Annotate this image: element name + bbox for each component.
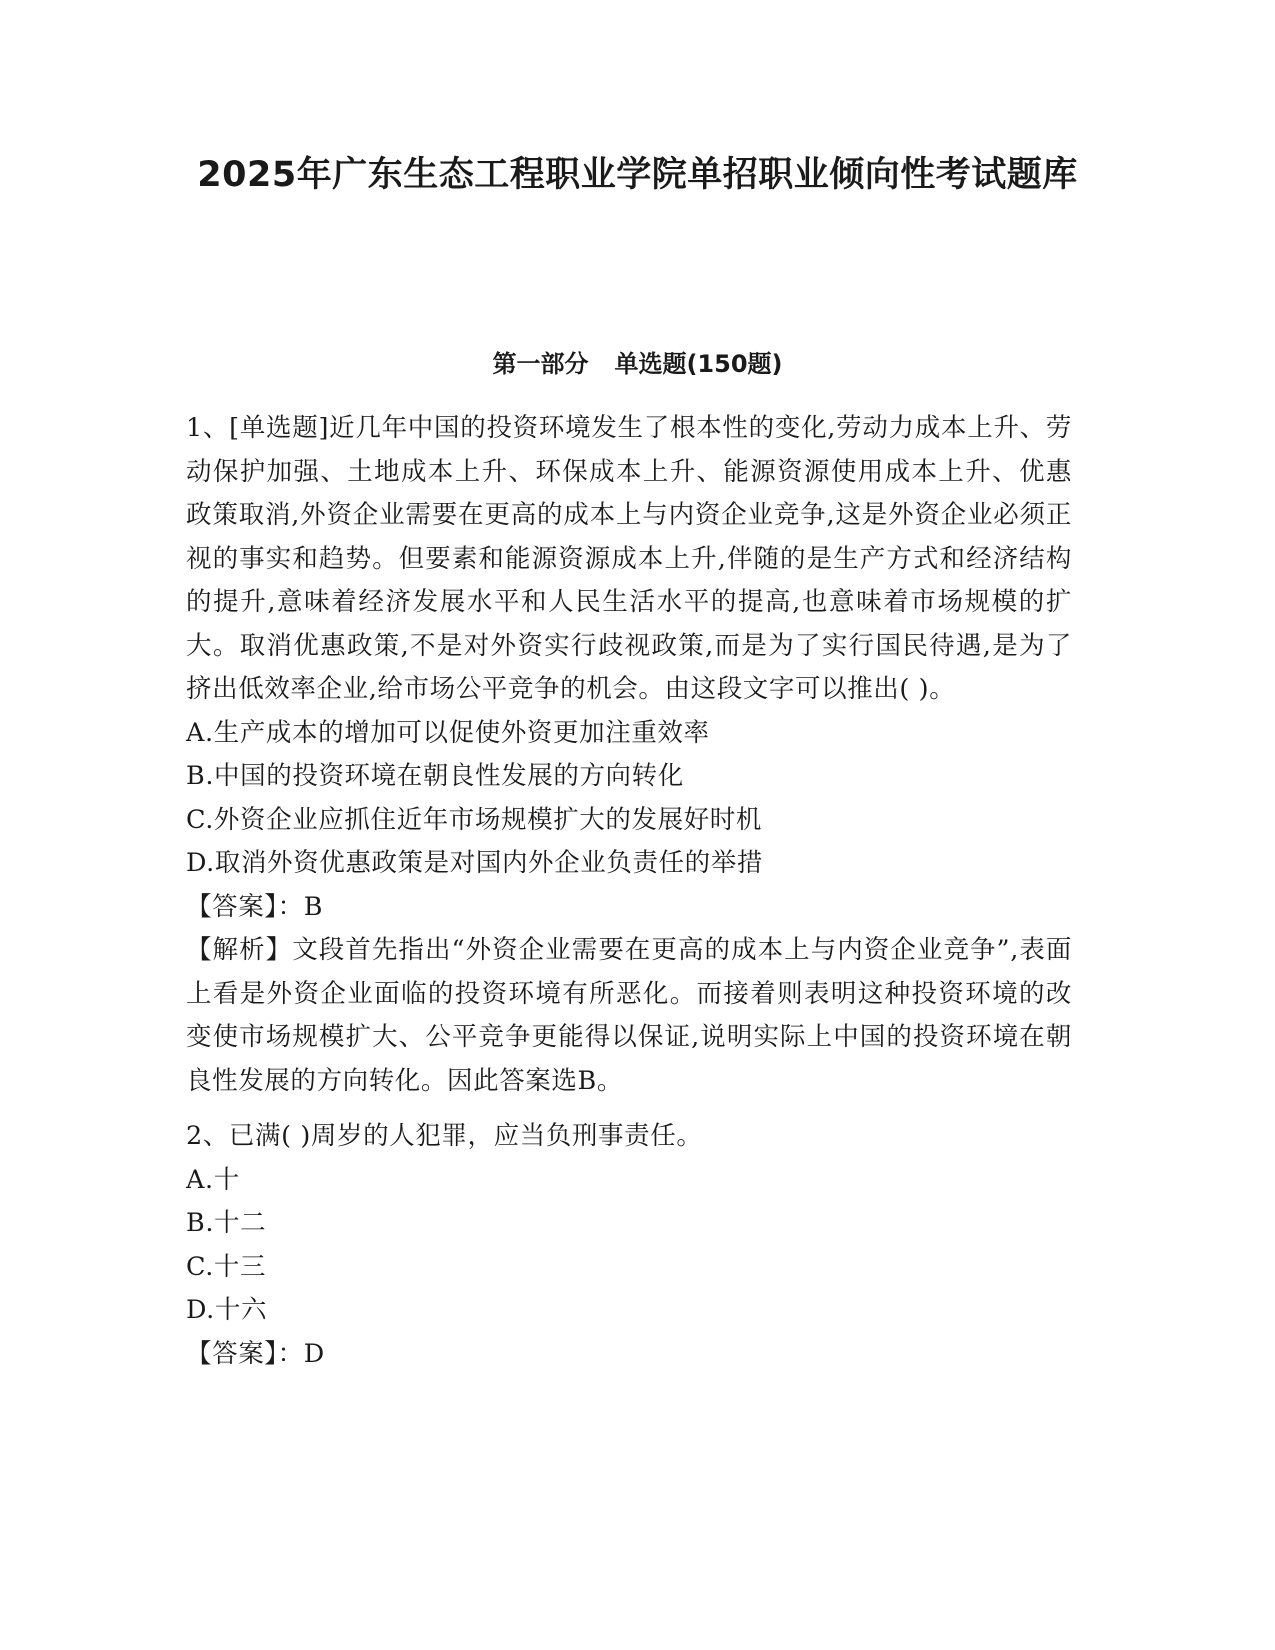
answer-value: D	[303, 1338, 325, 1369]
option-c: C.十三	[186, 1251, 267, 1282]
option-c: C.外资企业应抓住近年市场规模扩大的发展好时机	[186, 804, 763, 835]
question-stem: 2、已满( )周岁的人犯罪，应当负刑事责任。	[186, 1121, 703, 1151]
option-a: A.生产成本的增加可以促使外资更加注重效率	[186, 717, 710, 748]
answer-label: 【答案】	[186, 1338, 278, 1369]
question-list	[186, 407, 1072, 1376]
analysis-label: 【解析】	[186, 935, 293, 965]
answer-separator: ：	[277, 891, 304, 922]
section-name: 单选题(150题)	[614, 350, 783, 378]
question-stem: 1、[单选题]近几年中国的投资环境发生了根本性的变化,劳动力成本上升、劳动保护加强、土地成本上升、环保成本上升、能源资源使用成本上升、优惠政策取消,外资企业需要在更高的成本上与内资企业竞争,这是外资企业必须正视的事实和趋势。但要素和能源资源成本上升,伴随的是生产方式和经济结构的提升,意味着经济发展水平和人民生活水平的提高,也意味着市场规模的扩大。取消优惠政策,不是对外资实行歧视政策,而是为了实行国民待遇,是为了挤出低效率企业,给市场公平竞争的机会。由这段文字可以推出( )。	[186, 413, 1072, 704]
answer-value: B	[303, 891, 324, 922]
option-a: A.十	[186, 1164, 240, 1195]
answer-separator: ：	[277, 1338, 304, 1369]
question-2	[186, 1115, 1072, 1376]
analysis-line	[186, 929, 1072, 1103]
answer-line	[186, 1333, 1072, 1377]
analysis-text: 文段首先指出“外资企业需要在更高的成本上与内资企业竞争”,表面上看是外资企业面临的投资环境有所恶化。而接着则表明这种投资环境的改变使市场规模扩大、公平竞争更能得以保证,说明实际上中国的投资环境在朝良性发展的方向转化。因此答案选B。	[186, 935, 1073, 1096]
option-b: B.十二	[186, 1208, 267, 1238]
option-b: B.中国的投资环境在朝良性发展的方向转化	[186, 761, 684, 791]
answer-label: 【答案】	[186, 891, 278, 922]
option-d: D.十六	[186, 1295, 268, 1325]
document-title: 2025年广东生态工程职业学院单招职业倾向性考试题库	[197, 155, 1078, 195]
answer-line	[186, 886, 1072, 930]
question-1	[186, 407, 1072, 1103]
section-heading	[150, 348, 1125, 380]
option-d: D.取消外资优惠政策是对国内外企业负责任的举措	[186, 848, 763, 878]
section-part: 第一部分	[492, 350, 589, 378]
